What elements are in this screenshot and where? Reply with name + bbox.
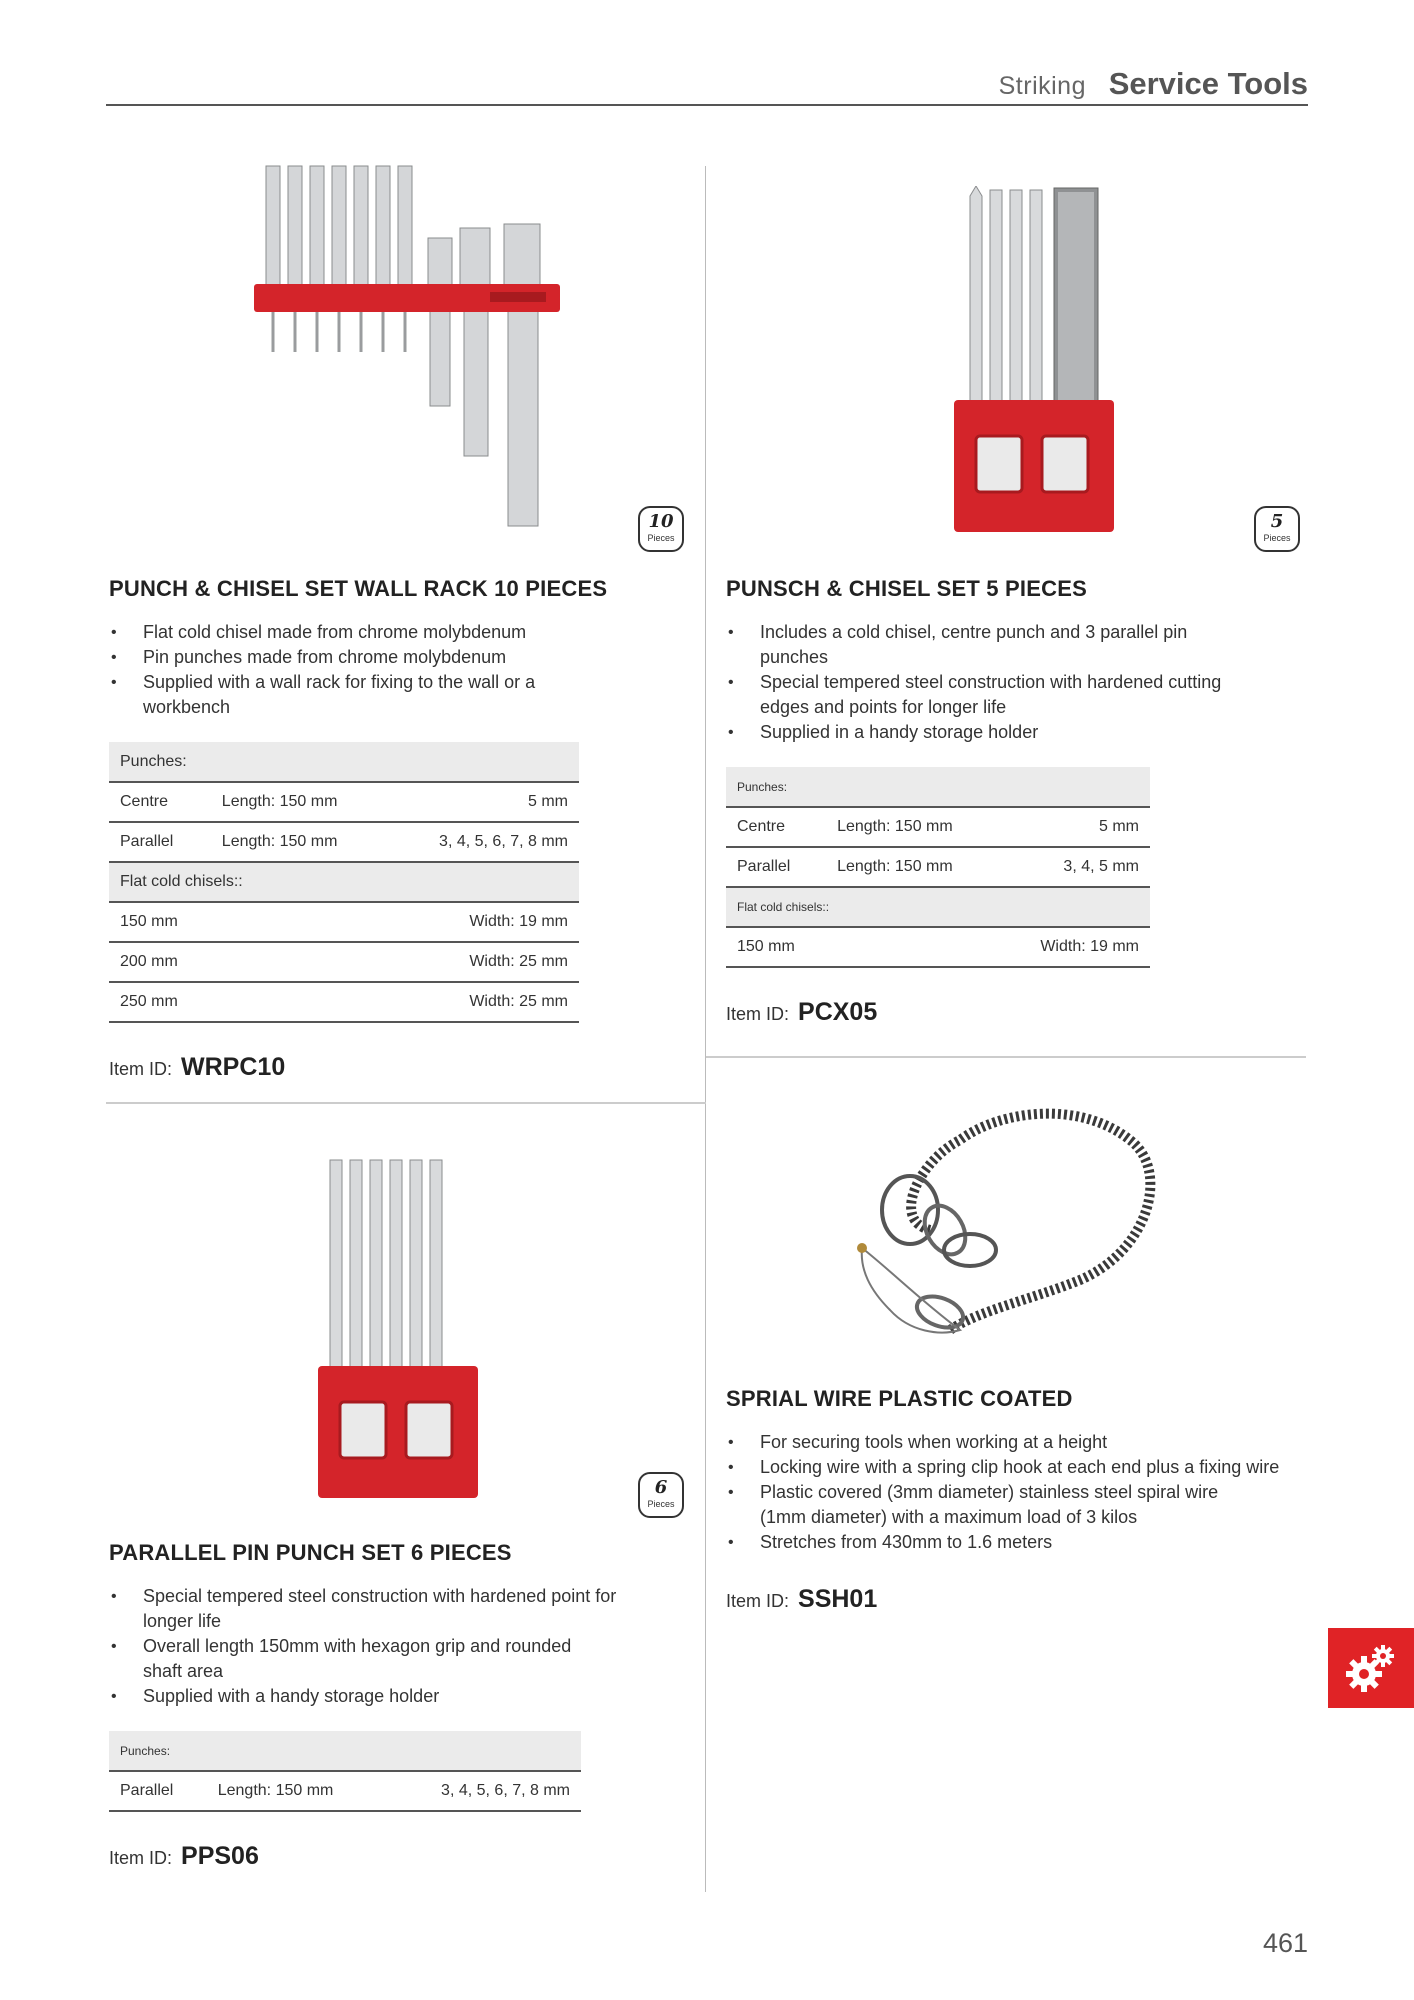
table-cell: 150 mm <box>109 902 211 942</box>
table-section-header: Punches: <box>109 1731 581 1771</box>
pieces-count: 10 <box>648 511 674 532</box>
column-divider <box>705 166 706 1892</box>
page-header <box>106 62 1308 106</box>
table-section-header: Flat cold chisels:: <box>726 887 1150 927</box>
feature-item: • Flat cold chisel made from chrome molybdenum <box>109 620 699 645</box>
table-cell: 200 mm <box>109 942 211 982</box>
pieces-label: Pieces <box>647 1499 675 1509</box>
pieces-badge <box>1254 506 1300 552</box>
product-pps06 <box>109 1540 699 1871</box>
gears-icon <box>1328 1628 1414 1708</box>
product-title: PUNSCH & CHISEL SET 5 PIECES <box>726 576 1087 601</box>
feature-item: • Supplied with a wall rack for fixing to the wall or a workbench <box>109 670 599 720</box>
table-cell: Centre <box>109 782 211 822</box>
table-row <box>109 782 579 822</box>
product-title: PARALLEL PIN PUNCH SET 6 PIECES <box>109 1540 512 1565</box>
table-row <box>726 927 1150 967</box>
pieces-badge <box>638 506 684 552</box>
feature-item: • Stretches from 430mm to 1.6 meters <box>726 1530 1316 1555</box>
table-cell: Parallel <box>726 847 826 887</box>
table-cell: Length: 150 mm <box>207 1771 385 1811</box>
pieces-label: Pieces <box>1263 533 1291 543</box>
table-cell: 150 mm <box>726 927 826 967</box>
feature-item: • Special tempered steel construction with hardened point for longer life <box>109 1584 629 1634</box>
table-row <box>726 807 1150 847</box>
feature-item: • Locking wire with a spring clip hook at each end plus a fixing wire <box>726 1455 1286 1480</box>
table-cell: Width: 19 mm <box>386 902 579 942</box>
feature-item: • Plastic covered (3mm diameter) stainless steel spiral wire (1mm diameter) with a maximum load of 3 kilos <box>726 1480 1266 1530</box>
product-title: PUNCH & CHISEL SET WALL RACK 10 PIECES <box>109 576 608 601</box>
table-cell: Length: 150 mm <box>826 847 999 887</box>
table-cell: Centre <box>726 807 826 847</box>
table-cell: Parallel <box>109 1771 207 1811</box>
page-title: Service Tools <box>1108 66 1308 101</box>
item-id-label: Item ID: <box>109 1848 173 1868</box>
table-cell: 5 mm <box>386 782 579 822</box>
feature-item: • Includes a cold chisel, centre punch and 3 parallel pin punches <box>726 620 1246 670</box>
table-section-header: Flat cold chisels:: <box>109 862 579 902</box>
product-ssh01 <box>726 1386 1316 1614</box>
wall-rack-set-image <box>250 160 570 540</box>
table-cell: 3, 4, 5, 6, 7, 8 mm <box>385 1771 581 1811</box>
feature-item: • Overall length 150mm with hexagon grip and rounded shaft area <box>109 1634 589 1684</box>
table-cell: Parallel <box>109 822 211 862</box>
table-cell: Width: 25 mm <box>386 942 579 982</box>
pieces-count: 6 <box>654 1477 668 1498</box>
item-id-value: PPS06 <box>181 1842 259 1870</box>
table-section-header: Punches: <box>726 767 1150 807</box>
table-cell: Width: 19 mm <box>999 927 1150 967</box>
item-id <box>726 1585 1316 1614</box>
item-id <box>726 998 1316 1027</box>
item-id-label: Item ID: <box>726 1004 790 1024</box>
feature-list <box>726 620 1316 745</box>
item-id-value: SSH01 <box>798 1585 878 1613</box>
table-row <box>109 1771 581 1811</box>
feature-list <box>726 1430 1316 1555</box>
item-id <box>109 1053 699 1082</box>
pieces-badge <box>638 1472 684 1518</box>
table-cell: Length: 150 mm <box>826 807 999 847</box>
feature-item: • Supplied with a handy storage holder <box>109 1684 699 1709</box>
spec-table <box>726 767 1150 968</box>
table-cell: Length: 150 mm <box>211 782 387 822</box>
item-id <box>109 1842 699 1871</box>
table-cell: 3, 4, 5, 6, 7, 8 mm <box>386 822 579 862</box>
spec-table <box>109 1731 581 1812</box>
feature-item: • For securing tools when working at a height <box>726 1430 1316 1455</box>
pieces-count: 5 <box>1270 511 1284 532</box>
table-row <box>109 902 579 942</box>
product-title: SPRIAL WIRE PLASTIC COATED <box>726 1386 1073 1411</box>
table-row <box>109 822 579 862</box>
table-cell: 3, 4, 5 mm <box>999 847 1150 887</box>
pieces-label: Pieces <box>647 533 675 543</box>
feature-item: • Special tempered steel construction with hardened cutting edges and points for longer life <box>726 670 1246 720</box>
row-divider-left <box>106 1102 706 1104</box>
table-section-header: Punches: <box>109 742 579 782</box>
spec-table <box>109 742 579 1023</box>
table-cell: 5 mm <box>999 807 1150 847</box>
table-cell: 250 mm <box>109 982 211 1022</box>
chisel-set-5-image <box>950 186 1120 536</box>
product-wrpc10 <box>109 576 699 1082</box>
item-id-value: PCX05 <box>798 998 878 1026</box>
table-cell: Width: 25 mm <box>386 982 579 1022</box>
section-tab[interactable] <box>1328 1628 1414 1708</box>
item-id-label: Item ID: <box>726 1591 790 1611</box>
item-id-value: WRPC10 <box>181 1053 286 1081</box>
spiral-wire-image <box>850 1100 1170 1350</box>
pin-punch-set-6-image <box>314 1156 484 1501</box>
page-number: 461 <box>1262 1928 1308 1958</box>
feature-item: • Pin punches made from chrome molybdenum <box>109 645 699 670</box>
table-row <box>109 942 579 982</box>
feature-list <box>109 1584 699 1709</box>
table-row <box>726 847 1150 887</box>
table-row <box>109 982 579 1022</box>
feature-item: • Supplied in a handy storage holder <box>726 720 1316 745</box>
item-id-label: Item ID: <box>109 1059 173 1079</box>
section-name: Striking <box>998 72 1086 100</box>
feature-list <box>109 620 699 720</box>
row-divider-right <box>706 1056 1306 1058</box>
table-cell: Length: 150 mm <box>211 822 387 862</box>
product-pcx05 <box>726 576 1316 1027</box>
